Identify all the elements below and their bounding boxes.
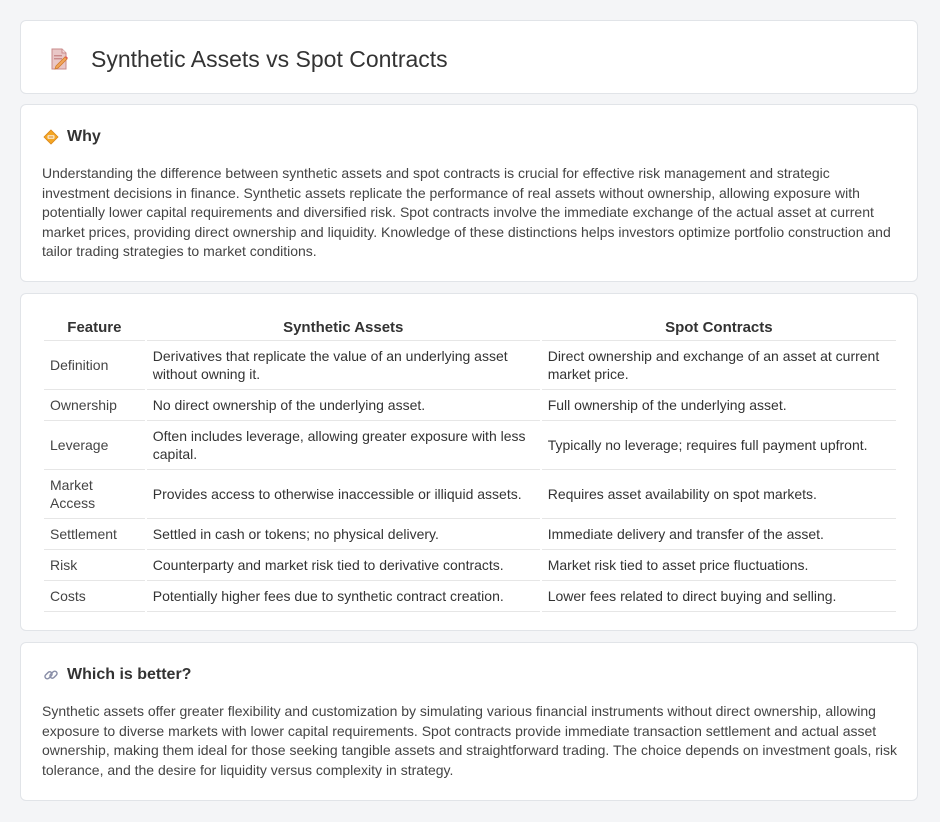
comparison-table [42, 316, 898, 612]
header-synthetic-assets: Synthetic Assets [147, 316, 540, 341]
title-card [20, 20, 918, 94]
which-is-better-card [20, 642, 918, 801]
feature-cell: Leverage [44, 421, 145, 470]
better-title: Which is better? [67, 666, 192, 683]
synthetic-cell: Provides access to otherwise inaccessible or illiquid assets. [147, 470, 540, 519]
why-card [20, 104, 918, 282]
feature-cell: Ownership [44, 390, 145, 421]
table-row [44, 581, 896, 612]
document-pen-icon [47, 47, 71, 71]
feature-cell: Risk [44, 550, 145, 581]
synthetic-cell: Settled in cash or tokens; no physical delivery. [147, 519, 540, 550]
synthetic-cell: No direct ownership of the underlying asset. [147, 390, 540, 421]
table-row [44, 341, 896, 390]
feature-cell: Market Access [44, 470, 145, 519]
spot-cell: Lower fees related to direct buying and selling. [542, 581, 896, 612]
spot-cell: Market risk tied to asset price fluctuations. [542, 550, 896, 581]
table-row [44, 390, 896, 421]
table-row [44, 519, 896, 550]
header-feature: Feature [44, 316, 145, 341]
table-row [44, 550, 896, 581]
table-row [44, 470, 896, 519]
link-icon [43, 667, 59, 683]
spot-cell: Direct ownership and exchange of an asset at current market price. [542, 341, 896, 390]
title-row [47, 45, 448, 73]
spot-cell: Full ownership of the underlying asset. [542, 390, 896, 421]
better-header [43, 665, 191, 685]
feature-cell: Costs [44, 581, 145, 612]
why-header [43, 127, 101, 147]
header-spot-contracts: Spot Contracts [542, 316, 896, 341]
comparison-card [20, 293, 918, 631]
why-text: Understanding the difference between synthetic assets and spot contracts is crucial for effective risk management and strategic investment decisions in finance. Synthetic assets replicate the performance of real assets without ownership, allowing exposure with potentially lower capital requirements and diversified risk. Spot contracts involve the immediate exchange of the actual asset at current market prices, providing direct ownership and liquidity. Knowledge of these distinctions helps investors optimize portfolio construction and tailor trading strategies to market conditions. [42, 165, 891, 259]
feature-cell: Settlement [44, 519, 145, 550]
synthetic-cell: Counterparty and market risk tied to derivative contracts. [147, 550, 540, 581]
synthetic-cell: Derivatives that replicate the value of an underlying asset without owning it. [147, 341, 540, 390]
synthetic-cell: Often includes leverage, allowing greater exposure with less capital. [147, 421, 540, 470]
synthetic-cell: Potentially higher fees due to synthetic contract creation. [147, 581, 540, 612]
spot-cell: Requires asset availability on spot markets. [542, 470, 896, 519]
diamond-sign-icon [43, 129, 59, 145]
spot-cell: Typically no leverage; requires full payment upfront. [542, 421, 896, 470]
table-header-row [44, 316, 896, 341]
better-text: Synthetic assets offer greater flexibility and customization by simulating various financial instruments without direct ownership, allowing exposure to diverse markets with lower capital requirements. Spot contracts provide immediate transaction settlement and actual asset ownership, making them ideal for those seeking tangible assets and straightforward trading. The choice depends on investment goals, risk tolerance, and the desire for liquidity versus complexity in strategy. [42, 703, 897, 778]
why-title: Why [67, 128, 101, 145]
spot-cell: Immediate delivery and transfer of the asset. [542, 519, 896, 550]
page-title: Synthetic Assets vs Spot Contracts [91, 46, 448, 72]
feature-cell: Definition [44, 341, 145, 390]
table-row [44, 421, 896, 470]
